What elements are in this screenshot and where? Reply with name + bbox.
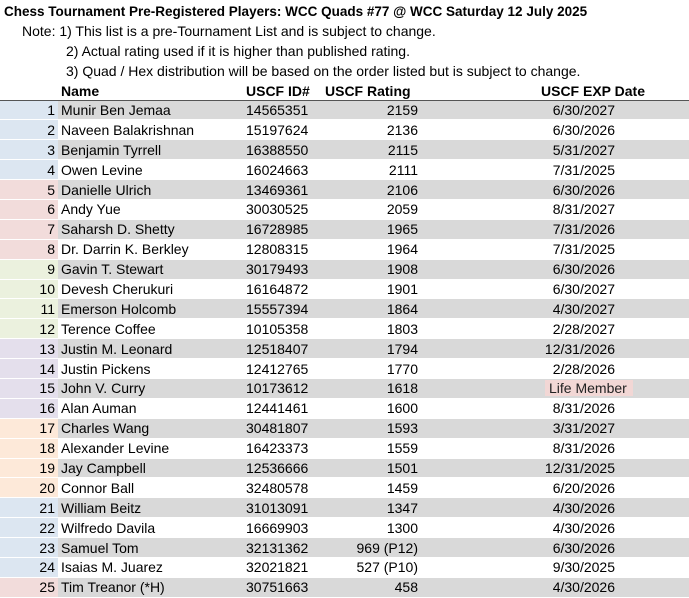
player-number: 11 (0, 299, 58, 319)
table-row (0, 279, 689, 299)
table-row (0, 538, 689, 558)
note-line-2: 2) Actual rating used if it is higher than published rating. (66, 43, 410, 59)
player-number: 1 (0, 100, 58, 120)
table-row (0, 458, 689, 478)
player-number: 6 (0, 199, 58, 219)
player-uscf-rating: 1864 (319, 299, 419, 319)
player-name: Jay Campbell (58, 458, 234, 478)
player-number: 23 (0, 538, 58, 558)
player-number: 10 (0, 279, 58, 299)
player-uscf-rating: 1794 (319, 339, 419, 359)
player-uscf-rating: 1593 (319, 418, 419, 438)
player-uscf-rating: 458 (319, 577, 419, 597)
player-number: 14 (0, 359, 58, 379)
player-uscf-id: 16728985 (234, 219, 319, 239)
player-exp-date: 8/31/2026 (419, 398, 689, 418)
player-uscf-rating: 969 (P12) (319, 538, 419, 558)
player-number: 17 (0, 418, 58, 438)
player-uscf-id: 32021821 (234, 557, 319, 577)
player-uscf-rating: 2059 (319, 199, 419, 219)
player-name: Justin Pickens (58, 359, 234, 379)
table-row (0, 120, 689, 140)
player-exp-date: 6/30/2026 (419, 120, 689, 140)
player-uscf-rating: 1300 (319, 518, 419, 538)
player-name: Tim Treanor (*H) (58, 577, 234, 597)
player-name: Alan Auman (58, 398, 234, 418)
player-number: 21 (0, 498, 58, 518)
player-uscf-id: 12441461 (234, 398, 319, 418)
player-uscf-id: 31013091 (234, 498, 319, 518)
player-name: Saharsh D. Shetty (58, 219, 234, 239)
player-uscf-id: 30751663 (234, 577, 319, 597)
player-name: Emerson Holcomb (58, 299, 234, 319)
player-uscf-rating: 1559 (319, 438, 419, 458)
player-exp-date: 4/30/2026 (419, 518, 689, 538)
player-exp-date: 6/30/2026 (419, 259, 689, 279)
table-row (0, 378, 689, 398)
table-row (0, 438, 689, 458)
player-exp-date: 7/31/2026 (419, 219, 689, 239)
player-uscf-id: 10105358 (234, 319, 319, 339)
header-uscf-exp-date: USCF EXP Date (419, 81, 689, 100)
player-uscf-rating: 527 (P10) (319, 557, 419, 577)
table-row (0, 319, 689, 339)
player-exp-date: 4/30/2027 (419, 299, 689, 319)
table-header-row (0, 81, 689, 100)
player-exp-date: 7/31/2025 (419, 160, 689, 180)
table-row (0, 557, 689, 577)
player-exp-date: 3/31/2027 (419, 418, 689, 438)
player-name: Danielle Ulrich (58, 180, 234, 200)
player-uscf-id: 16024663 (234, 160, 319, 180)
player-name: Justin M. Leonard (58, 339, 234, 359)
player-uscf-id: 12412765 (234, 359, 319, 379)
player-uscf-rating: 2159 (319, 100, 419, 120)
player-uscf-id: 14565351 (234, 100, 319, 120)
player-number: 19 (0, 458, 58, 478)
player-name: Dr. Darrin K. Berkley (58, 239, 234, 259)
table-row (0, 100, 689, 120)
player-name: Terence Coffee (58, 319, 234, 339)
player-name: Isaias M. Juarez (58, 557, 234, 577)
player-uscf-id: 30481807 (234, 418, 319, 438)
player-uscf-rating: 1501 (319, 458, 419, 478)
player-number: 2 (0, 120, 58, 140)
player-uscf-id: 15557394 (234, 299, 319, 319)
player-uscf-id: 32131362 (234, 538, 319, 558)
player-uscf-rating: 2115 (319, 140, 419, 160)
player-uscf-id: 16164872 (234, 279, 319, 299)
table-row (0, 418, 689, 438)
player-number: 16 (0, 398, 58, 418)
player-exp-date (419, 378, 689, 398)
table-row (0, 219, 689, 239)
table-row (0, 398, 689, 418)
player-rows (0, 100, 689, 597)
player-number: 7 (0, 219, 58, 239)
header-name: Name (58, 81, 234, 100)
note-line-1: Note: 1) This list is a pre-Tournament List and is subject to change. (22, 23, 436, 39)
player-exp-date: 12/31/2026 (419, 339, 689, 359)
table-row (0, 199, 689, 219)
player-uscf-rating: 1803 (319, 319, 419, 339)
player-name: Owen Levine (58, 160, 234, 180)
table-row (0, 577, 689, 597)
player-exp-date: 2/28/2026 (419, 359, 689, 379)
player-name: Benjamin Tyrrell (58, 140, 234, 160)
player-uscf-id: 13469361 (234, 180, 319, 200)
header-bottom-divider (0, 100, 689, 101)
table-row (0, 518, 689, 538)
table-row (0, 478, 689, 498)
player-uscf-rating: 2111 (319, 160, 419, 180)
player-exp-date: 4/30/2026 (419, 577, 689, 597)
player-uscf-id: 12808315 (234, 239, 319, 259)
player-number: 9 (0, 259, 58, 279)
table-row (0, 239, 689, 259)
player-exp-date: 8/31/2027 (419, 199, 689, 219)
player-number: 22 (0, 518, 58, 538)
player-exp-date: 12/31/2025 (419, 458, 689, 478)
player-uscf-rating: 1459 (319, 478, 419, 498)
table-row (0, 180, 689, 200)
table-row (0, 359, 689, 379)
player-number: 3 (0, 140, 58, 160)
player-number: 25 (0, 577, 58, 597)
player-exp-date: 6/30/2027 (419, 100, 689, 120)
table-row (0, 299, 689, 319)
player-name: Andy Yue (58, 199, 234, 219)
player-uscf-rating: 2106 (319, 180, 419, 200)
player-uscf-rating: 1964 (319, 239, 419, 259)
player-uscf-id: 16423373 (234, 438, 319, 458)
player-uscf-rating: 1347 (319, 498, 419, 518)
player-uscf-rating: 1908 (319, 259, 419, 279)
player-number: 20 (0, 478, 58, 498)
player-uscf-rating: 1770 (319, 359, 419, 379)
player-exp-date: 4/30/2026 (419, 498, 689, 518)
player-name: Gavin T. Stewart (58, 259, 234, 279)
player-uscf-rating: 1901 (319, 279, 419, 299)
page-title: Chess Tournament Pre-Registered Players: WCC Quads #77 @ WCC Saturday 12 July 2025 (4, 4, 588, 19)
note-line-3: 3) Quad / Hex distribution will be based on the order listed but is subject to change. (66, 63, 581, 79)
header-uscf-id: USCF ID# (234, 81, 319, 100)
player-exp-date: 2/28/2027 (419, 319, 689, 339)
player-uscf-id: 30179493 (234, 259, 319, 279)
player-uscf-id: 12518407 (234, 339, 319, 359)
table-row (0, 259, 689, 279)
player-name: Alexander Levine (58, 438, 234, 458)
player-exp-date: 6/30/2026 (419, 538, 689, 558)
player-name: Samuel Tom (58, 538, 234, 558)
player-number: 24 (0, 557, 58, 577)
player-name: Munir Ben Jemaa (58, 100, 234, 120)
player-number: 5 (0, 180, 58, 200)
player-exp-date: 6/20/2026 (419, 478, 689, 498)
player-exp-date: 6/30/2026 (419, 180, 689, 200)
player-uscf-id: 30030525 (234, 199, 319, 219)
player-uscf-rating: 1600 (319, 398, 419, 418)
header-uscf-rating: USCF Rating (319, 81, 419, 100)
player-exp-date: 6/30/2027 (419, 279, 689, 299)
player-name: Wilfredo Davila (58, 518, 234, 538)
player-uscf-rating: 1618 (319, 378, 419, 398)
player-name: Naveen Balakrishnan (58, 120, 234, 140)
player-name: Devesh Cherukuri (58, 279, 234, 299)
player-uscf-id: 15197624 (234, 120, 319, 140)
table-row (0, 140, 689, 160)
table-row (0, 160, 689, 180)
player-uscf-rating: 1965 (319, 219, 419, 239)
table-row (0, 498, 689, 518)
player-uscf-id: 16669903 (234, 518, 319, 538)
player-name: John V. Curry (58, 378, 234, 398)
life-member-badge: Life Member (545, 380, 633, 396)
player-number: 8 (0, 239, 58, 259)
player-exp-date: 9/30/2025 (419, 557, 689, 577)
player-uscf-rating: 2136 (319, 120, 419, 140)
player-exp-date: 8/31/2026 (419, 438, 689, 458)
player-number: 12 (0, 319, 58, 339)
player-number: 18 (0, 438, 58, 458)
player-number: 13 (0, 339, 58, 359)
player-number: 4 (0, 160, 58, 180)
player-number: 15 (0, 378, 58, 398)
player-name: William Beitz (58, 498, 234, 518)
player-uscf-id: 12536666 (234, 458, 319, 478)
player-uscf-id: 32480578 (234, 478, 319, 498)
player-name: Charles Wang (58, 418, 234, 438)
player-name: Connor Ball (58, 478, 234, 498)
player-uscf-id: 10173612 (234, 378, 319, 398)
players-table (0, 81, 689, 598)
header-number (0, 81, 58, 100)
table-row (0, 339, 689, 359)
player-exp-date: 7/31/2025 (419, 239, 689, 259)
player-exp-date: 5/31/2027 (419, 140, 689, 160)
player-uscf-id: 16388550 (234, 140, 319, 160)
